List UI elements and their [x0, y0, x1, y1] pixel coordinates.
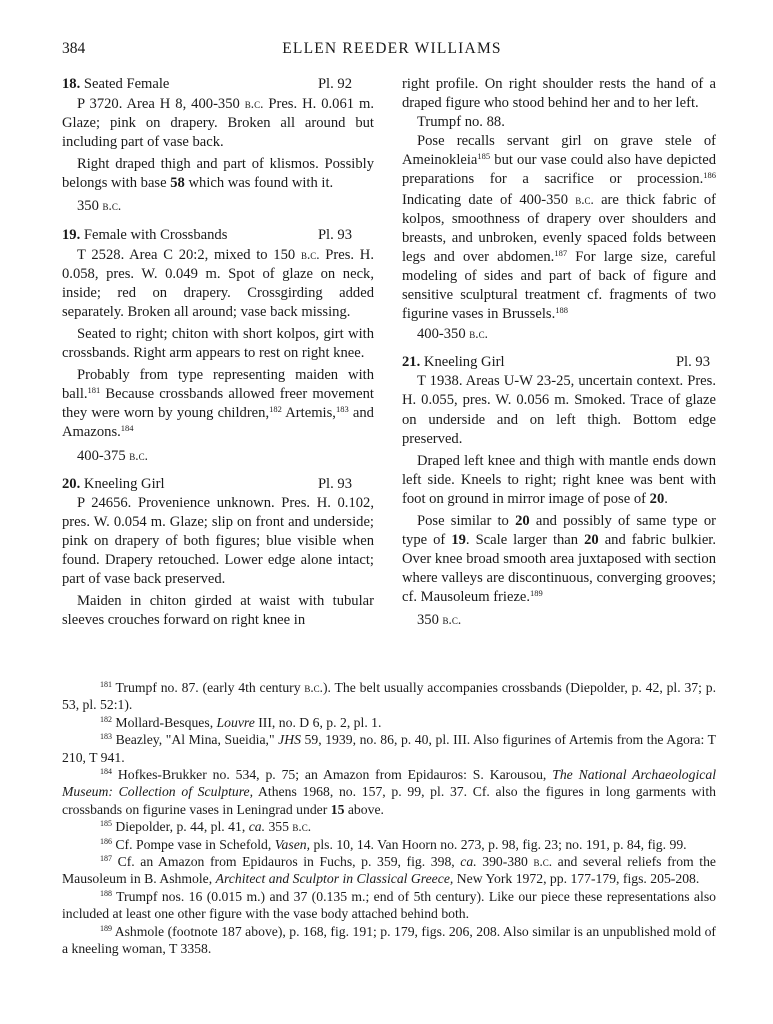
footnote-ref: 181	[87, 385, 101, 396]
right-column	[402, 75, 716, 631]
entry-19-pose: Seated to right; chiton with short kolpos, girt with crossbands. Right arm appears to rest on right knee.	[62, 325, 374, 362]
entry-number: 20.	[62, 475, 81, 492]
plate-reference: Pl. 93	[317, 475, 352, 492]
footnote-185: $^{185}$ Diepolder, p. 44, pl. 41, ca. 355 b.c.	[100, 819, 312, 835]
entry-19-description: T 2528. Area C 20:2, mixed to 150 b.c. Pres. H. 0.058, pres. W. 0.049 m. Spot of glaze on neck, inside; red on drapery. Crossgirding added separately. Broken all around; vase back missing.	[62, 246, 374, 320]
footnote-187: $^{187}$ Cf. an Amazon from Epidauros in Fuchs, p. 359, fig. 398, ca. 390-380 b.c. and several reliefs from the Mausoleum in B. Ashmole, Architect and Sculptor in Classical Greece, New York 1972, pp. 177-179, figs. 205-208.	[62, 854, 717, 887]
entry-20-description: P 24656. Provenience unknown. Pres. H. 0.102, pres. W. 0.054 m. Glaze; slip on front and underside; pink on drapery of both figures; blue visible when found. Drapery retouched. Lower edge alone intact; part of vase back preserved.	[62, 494, 374, 587]
entry-number: 19.	[62, 226, 81, 243]
left-column	[62, 75, 374, 630]
entry-21-heading	[402, 353, 716, 372]
entry-title: Kneeling Girl	[83, 475, 165, 492]
footnote-ref: 184	[120, 423, 134, 434]
entry-18-heading	[62, 75, 374, 94]
entry-20-discussion: Pose recalls servant girl on grave stele of Ameinokleia$^{185}$ but our vase could also have depicted preparations for a sacrifice or procession.$^{186}$ Indicating date of 400-350 b.c. are thick fabric of kolpos, smoothness of drapery over shoulders and breasts, and unbroken, evenly spaced folds between legs and over abdomen.$^{187}$ For large size, careful modeling of sides and part of back of figure and sensitive sculptural treatment cf. fragments of two figurine vases in Brussels.$^{188}$	[402, 133, 716, 323]
footnote-ref: 183	[335, 404, 349, 415]
plate-reference: Pl. 93	[675, 354, 710, 371]
running-header	[62, 40, 722, 62]
entry-title: Kneeling Girl	[423, 354, 505, 371]
entry-19-discussion: Probably from type representing maiden with ball.$^{181}$ Because crossbands allowed freer movement they were worn by young children,$^{182}$ Artemis,$^{183}$ and Amazons.$^{184}$	[62, 367, 374, 441]
entry-21-description: T 1938. Areas U-W 23-25, uncertain context. Pres. H. 0.055, pres. W. 0.056 m. Smoked. Trace of glaze on underside and on left thigh. Bottom edge preserved.	[402, 373, 716, 447]
footnote-181: $^{181}$ Trumpf no. 87. (early 4th century b.c.). The belt usually accompanies crossbands (Diepolder, p. 42, pl. 37; p. 53, pl. 52:1).	[62, 680, 716, 713]
entry-18-discussion: Right draped thigh and part of klismos. Possibly belongs with base 58 which was found with it.	[62, 156, 374, 192]
footnote-ref: 187	[554, 247, 568, 258]
entry-20-pose-continued: right profile. On right shoulder rests the hand of a draped figure who stood behind her and to her left.	[402, 76, 716, 112]
entry-title: Seated Female	[83, 76, 170, 92]
footnotes	[62, 679, 716, 958]
entry-number: 18.	[62, 76, 81, 92]
entry-number: 21.	[402, 354, 421, 371]
entry-21-date: 350 b.c.	[417, 612, 462, 629]
footnote-ref: 186	[703, 170, 716, 181]
plate-reference: Pl. 93	[317, 226, 352, 243]
footnote-188: $^{188}$ Trumpf nos. 16 (0.015 m.) and 37 (0.135 m.; end of 5th century). Like our piece these representations also included at least one other figure with the vase body attached behind both.	[62, 888, 716, 922]
entry-21-discussion: Pose similar to 20 and possibly of same type or type of 19. Scale larger than 20 and fabric bulkier. Over knee broad smooth area juxtaposed with section where valleys are discontinuous, converging grooves; cf. Mausoleum frieze.$^{189}$	[402, 512, 717, 606]
entry-20-date: 400-350 b.c.	[417, 326, 488, 343]
footnote-ref: 188	[555, 305, 568, 316]
footnote-ref: 185	[477, 151, 491, 162]
entry-20-reference: Trumpf no. 88.	[417, 114, 505, 131]
page-number: 384	[62, 40, 86, 57]
running-title: ELLEN REEDER WILLIAMS	[282, 40, 502, 57]
entry-21-pose: Draped left knee and thigh with mantle ends down left side. Kneels to right; right knee was bent with foot on ground in mirror image of pose of 20.	[402, 452, 716, 507]
footnote-184: $^{184}$ Hofkes-Brukker no. 534, p. 75; an Amazon from Epidauros: S. Karousou, The National Archaeological Museum: Collection of Sculpture, Athens 1968, no. 157, p. 99, pl. 37. Cf. also the figures in long garments with crossbands on figurine vases in Leningrad under 15 above.	[62, 767, 716, 817]
entry-20-pose: Maiden in chiton girded at waist with tubular sleeves crouches forward on right knee in	[62, 593, 374, 629]
footnote-ref: 189	[530, 588, 543, 599]
entry-18-date: 350 b.c.	[77, 198, 122, 215]
plate-reference: Pl. 92	[317, 76, 352, 92]
entry-19-date: 400-375 b.c.	[77, 447, 148, 464]
entry-title: Female with Crossbands	[83, 226, 228, 243]
footnote-183: $^{183}$ Beazley, "Al Mina, Sueidia," JHS 59, 1939, no. 86, p. 40, pl. III. Also figurines of Artemis from the Agora: T 210, T 941.	[62, 732, 717, 765]
entry-18-description: P 3720. Area H 8, 400-350 b.c. Pres. H. 0.061 m. Glaze; pink on drapery. Broken all around but including part of vase back.	[62, 96, 374, 151]
footnote-189: $^{189}$ Ashmole (footnote 187 above), p. 168, fig. 191; p. 179, figs. 206, 208. Also similar is an unpublished mold of a kneeling woman, T 3358.	[62, 923, 716, 957]
footnote-182: $^{182}$ Mollard-Besques, Louvre III, no. D 6, p. 2, pl. 1.	[100, 714, 382, 730]
entry-20-heading	[62, 475, 374, 494]
footnote-186: $^{186}$ Cf. Pompe vase in Schefold, Vasen, pls. 10, 14. Van Hoorn no. 273, p. 98, fig. 23; no. 191, p. 84, fig. 99.	[100, 836, 687, 852]
entry-19-heading	[62, 226, 374, 245]
footnote-ref: 182	[269, 404, 282, 415]
